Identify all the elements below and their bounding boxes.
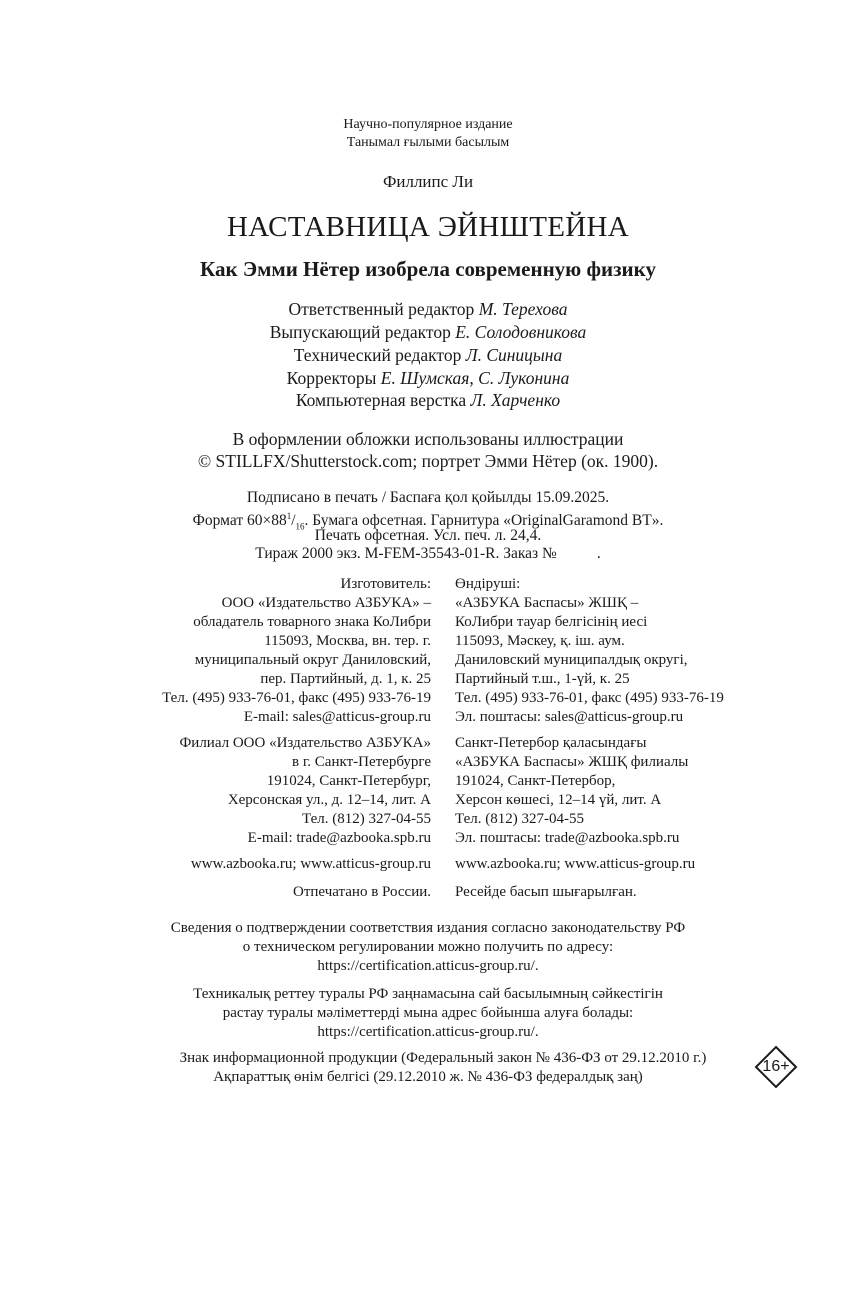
maker-line: Тел. (495) 933-76-01, факс (495) 933-76-19 <box>455 690 724 706</box>
cert-ru-url: https://certification.atticus-group.ru/. <box>317 958 539 974</box>
printed-right: Ресейде басып шығарылған. <box>455 884 637 900</box>
maker-line: Өндіруші: <box>455 576 521 592</box>
info-sign-ru: Знак информационной продукции (Федеральный закон № 436-ФЗ от 29.12.2010 г.) <box>179 1050 707 1066</box>
branch-line: Херсонская ул., д. 12–14, лит. А <box>227 792 431 808</box>
print-signed: Подписано в печать / Баспаға қол қойылды 15.09.2025. <box>246 489 610 506</box>
credit-line: Корректоры Е. Шумская, С. Луконина <box>286 368 570 388</box>
cert-ru-line: о техническом регулировании можно получить по адресу: <box>242 939 614 955</box>
credit-line: Выпускающий редактор Е. Солодовникова <box>269 322 587 342</box>
maker-line: Тел. (495) 933-76-01, факс (495) 933-76-19 <box>162 690 431 706</box>
branch-line: Эл. поштасы: trade@azbooka.spb.ru <box>455 830 680 846</box>
print-type: Печать офсетная. Усл. печ. л. 24,4. <box>314 527 542 544</box>
credit-line: Компьютерная верстка Л. Харченко <box>295 390 561 410</box>
branch-left <box>179 734 431 848</box>
branch-line: Тел. (812) 327-04-55 <box>455 811 584 827</box>
maker-line: КоЛибри тауар белгісінің иесі <box>455 614 648 630</box>
maker-line: 115093, Москва, вн. тер. г. <box>264 633 431 649</box>
cover-credit-line2: © STILLFX/Shutterstock.com; портрет Эмми Нётер (ок. 1900). <box>197 451 659 471</box>
branch-line: E-mail: trade@azbooka.spb.ru <box>247 830 431 846</box>
maker-line: E-mail: sales@atticus-group.ru <box>243 709 431 725</box>
branch-right <box>455 734 688 848</box>
cert-kz-line: растау туралы мәліметтерді мына адрес бойынша алуға болады: <box>222 1005 634 1021</box>
cert-kz-line: Техникалық реттеу туралы РФ заңнамасына сай басылымның сәйкестігін <box>193 986 663 1002</box>
branch-line: Херсон көшесі, 12–14 үй, лит. А <box>455 792 662 808</box>
print-run: Тираж 2000 экз. M-FEM-35543-01-R. Заказ № . <box>255 545 601 562</box>
web-left: www.azbooka.ru; www.atticus-group.ru <box>190 856 431 872</box>
maker-line: обладатель товарного знака КоЛибри <box>193 614 431 630</box>
edition-type-ru: Научно-популярное издание <box>343 117 513 132</box>
branch-line: Филиал ООО «Издательство АЗБУКА» <box>179 735 431 751</box>
edition-type-kz: Танымал ғылыми басылым <box>346 135 510 150</box>
branch-line: 191024, Санкт-Петербург, <box>266 773 431 789</box>
cover-credit-line1: В оформлении обложки использованы иллюстрации <box>232 429 624 449</box>
maker-line: муниципальный округ Даниловский, <box>194 652 431 668</box>
book-subtitle: Как Эмми Нётер изобрела современную физику <box>200 257 656 281</box>
age-rating-label: 16+ <box>762 1058 790 1075</box>
maker-line: ООО «Издательство АЗБУКА» – <box>221 595 431 611</box>
credit-line: Технический редактор Л. Синицына <box>293 345 563 365</box>
maker-line: Партийный т.ш., 1-үй, к. 25 <box>455 671 630 687</box>
print-format: Формат $60\times 88^1/_{16}$. Бумага офсетная. Гарнитура «OriginalGaramond BT». <box>192 511 664 532</box>
maker-right <box>455 575 724 727</box>
maker-left <box>162 575 431 727</box>
author: Филлипс Ли <box>382 172 474 191</box>
maker-line: пер. Партийный, д. 1, к. 25 <box>260 671 431 687</box>
maker-line: Даниловский муниципалдық округі, <box>455 652 688 668</box>
info-sign-kz: Ақпараттық өнім белгісі (29.12.2010 ж. № 436-ФЗ федералдық заң) <box>213 1069 643 1085</box>
maker-line: 115093, Мәскеу, қ. іш. аум. <box>455 633 625 649</box>
credit-line: Ответственный редактор М. Терехова <box>288 299 568 319</box>
cert-ru-line: Сведения о подтверждении соответствия издания согласно законодательству РФ <box>170 920 686 936</box>
book-title: НАСТАВНИЦА ЭЙНШТЕЙНА <box>227 211 629 243</box>
maker-line: Эл. поштасы: sales@atticus-group.ru <box>455 709 684 725</box>
web-right: www.azbooka.ru; www.atticus-group.ru <box>455 856 696 872</box>
branch-line: 191024, Санкт-Петербор, <box>455 773 616 789</box>
branch-line: «АЗБУКА Баспасы» ЖШҚ филиалы <box>455 754 689 770</box>
branch-line: Тел. (812) 327-04-55 <box>302 811 431 827</box>
printed-left: Отпечатано в России. <box>293 884 431 900</box>
maker-line: «АЗБУКА Баспасы» ЖШҚ – <box>455 595 639 611</box>
branch-line: Санкт-Петербор қаласындағы <box>455 735 647 751</box>
maker-line: Изготовитель: <box>340 576 431 592</box>
branch-line: в г. Санкт-Петербурге <box>292 754 431 770</box>
cert-kz-url: https://certification.atticus-group.ru/. <box>317 1024 539 1040</box>
